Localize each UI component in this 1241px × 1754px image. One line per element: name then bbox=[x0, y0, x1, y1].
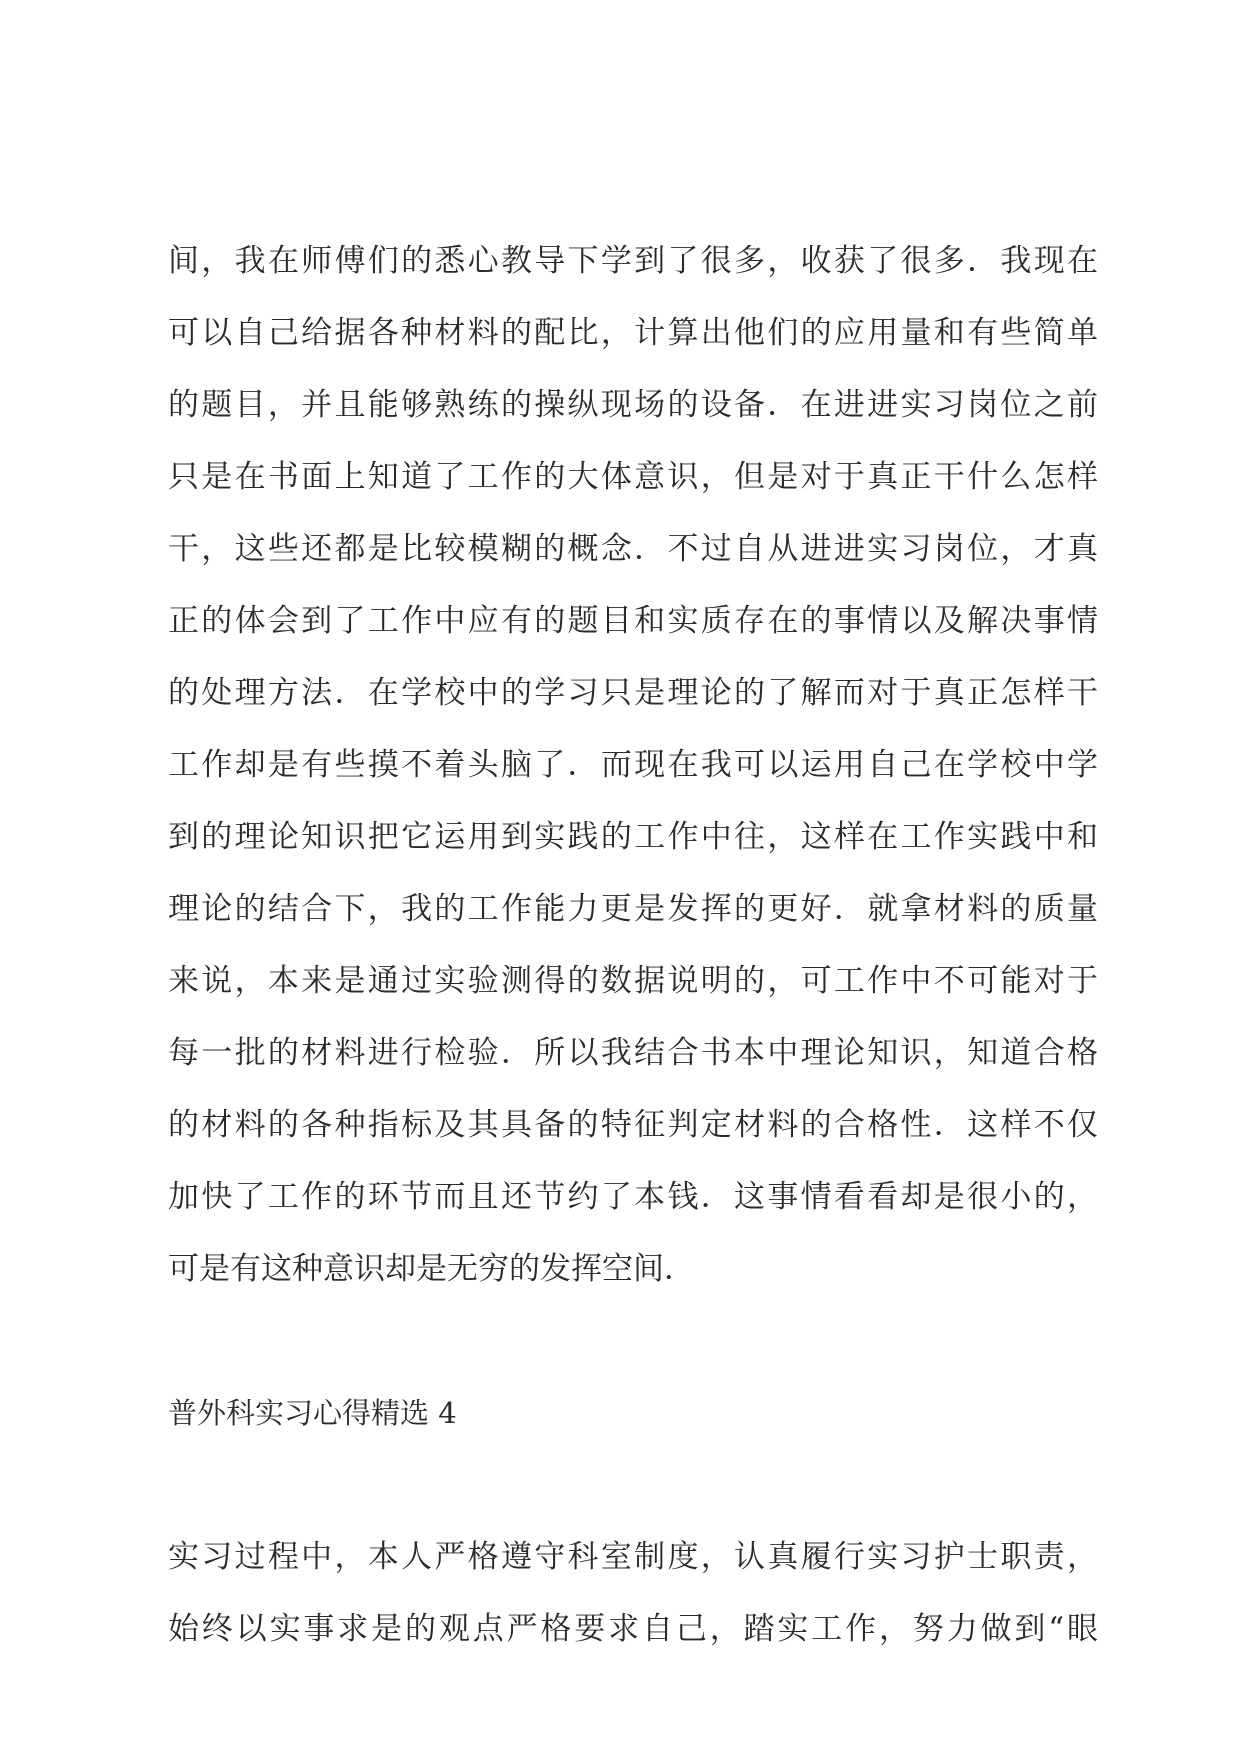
document-body bbox=[168, 225, 1098, 1665]
paragraph-line: 的材料的各种指标及其具备的特征判定材料的合格性．这样不仅 bbox=[168, 1107, 1098, 1143]
paragraph-line: 来说，本来是通过实验测得的数据说明的，可工作中不可能对于 bbox=[168, 963, 1098, 999]
paragraph-line: 正的体会到了工作中应有的题目和实质存在的事情以及解决事情 bbox=[168, 603, 1098, 639]
section-heading: 普外科实习心得精选 4 bbox=[168, 1396, 457, 1430]
paragraph-line: 实习过程中，本人严格遵守科室制度，认真履行实习护士职责， bbox=[168, 1539, 1098, 1575]
section-spacing bbox=[168, 1449, 1098, 1521]
paragraph-line: 理论的结合下，我的工作能力更是发挥的更好．就拿材料的质量 bbox=[168, 891, 1098, 927]
paragraph-line: 到的理论知识把它运用到实践的工作中往，这样在工作实践中和 bbox=[168, 819, 1098, 855]
paragraph-line: 始终以实事求是的观点严格要求自己，踏实工作，努力做到“眼 bbox=[168, 1611, 1098, 1647]
paragraph-line: 的处理方法．在学校中的学习只是理论的了解而对于真正怎样干 bbox=[168, 675, 1098, 711]
paragraph-line: 每一批的材料进行检验．所以我结合书本中理论知识，知道合格 bbox=[168, 1035, 1098, 1071]
paragraph-line: 加快了工作的环节而且还节约了本钱．这事情看看却是很小的， bbox=[168, 1179, 1098, 1215]
paragraph-line: 工作却是有些摸不着头脑了．而现在我可以运用自己在学校中学 bbox=[168, 747, 1098, 783]
paragraph-2 bbox=[168, 1521, 1098, 1665]
paragraph-line: 只是在书面上知道了工作的大体意识，但是对于真正干什么怎样 bbox=[168, 459, 1098, 495]
paragraph-line: 可以自己给据各种材料的配比，计算出他们的应用量和有些简单 bbox=[168, 315, 1098, 351]
paragraph-line: 间，我在师傅们的悉心教导下学到了很多，收获了很多．我现在 bbox=[168, 243, 1098, 279]
paragraph-line: 的题目，并且能够熟练的操纵现场的设备．在进进实习岗位之前 bbox=[168, 387, 1098, 423]
paragraph-line: 可是有这种意识却是无穷的发挥空间． bbox=[168, 1251, 695, 1287]
paragraph-line: 干，这些还都是比较模糊的概念．不过自从进进实习岗位，才真 bbox=[168, 531, 1098, 567]
paragraph-1 bbox=[168, 225, 1098, 1305]
